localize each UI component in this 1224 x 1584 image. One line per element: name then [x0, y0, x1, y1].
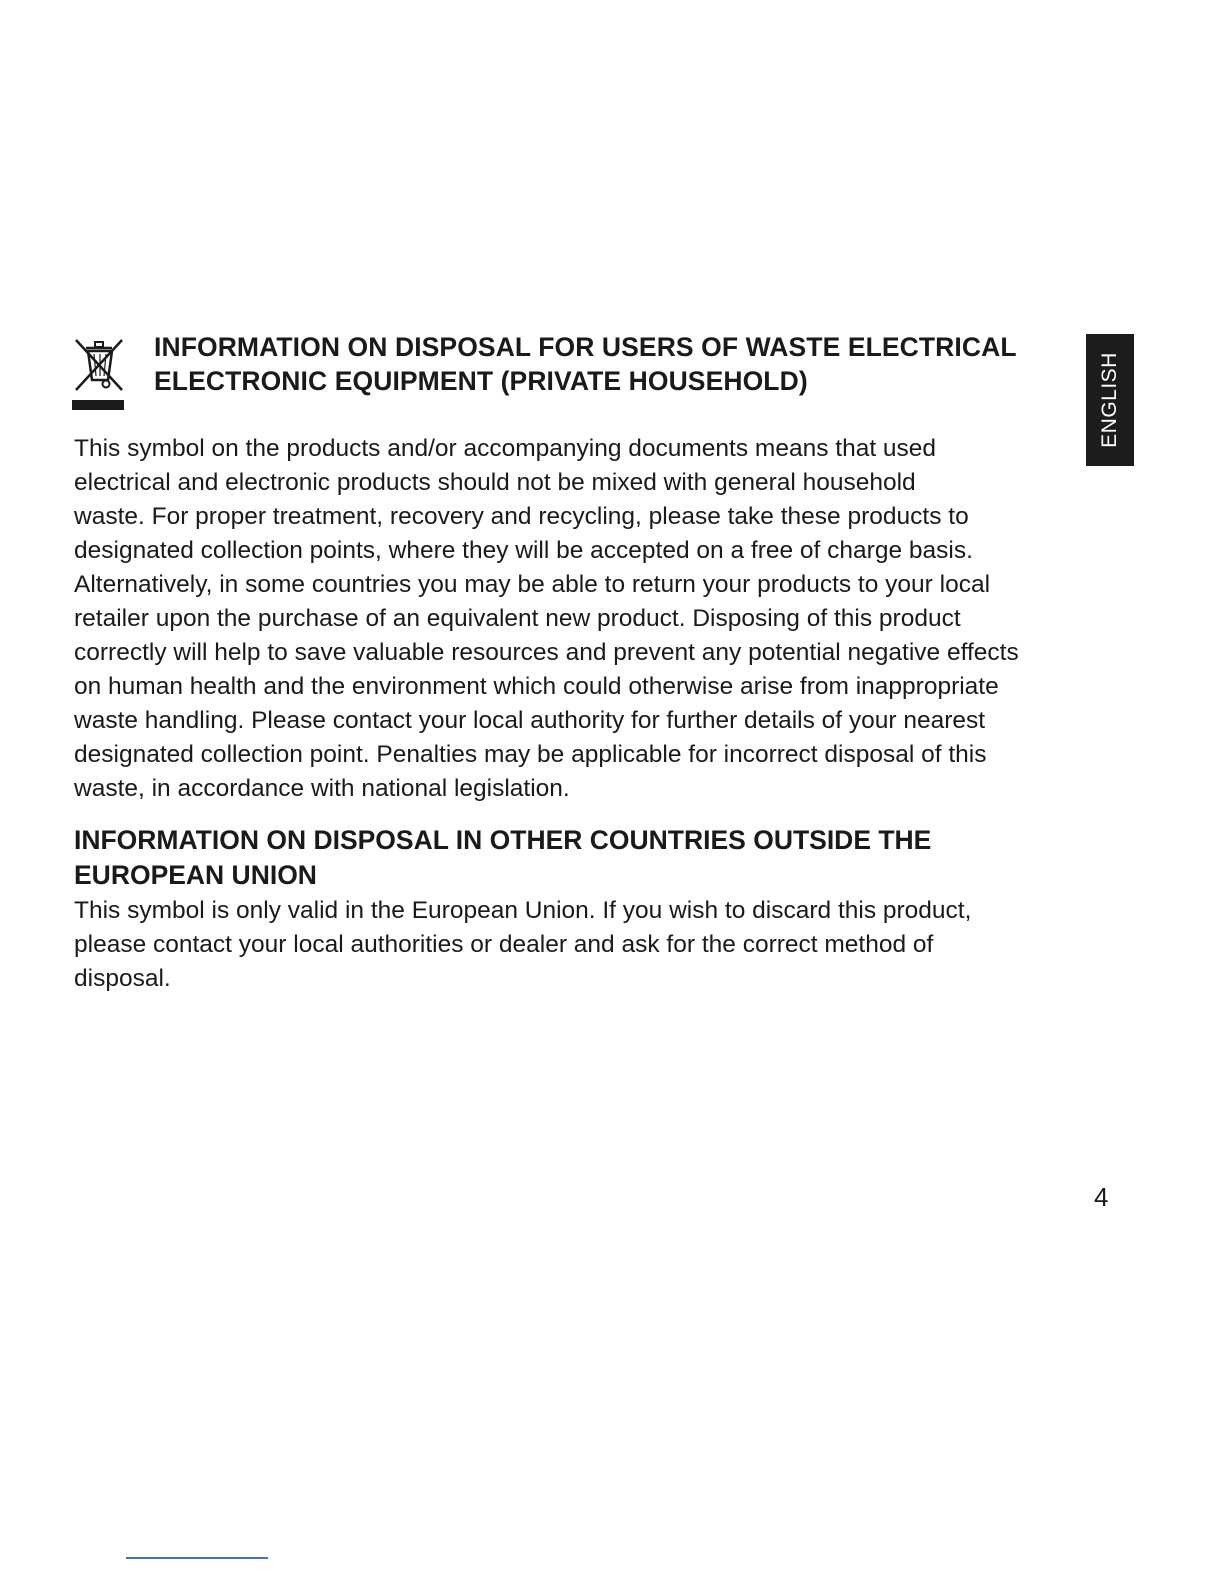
paragraph-line: This symbol is only valid in the European Union. If you wish to discard this product,	[74, 897, 972, 924]
paragraph-line: designated collection point. Penalties may be applicable for incorrect disposal of this	[74, 741, 987, 768]
paragraph-line: correctly will help to save valuable resources and prevent any potential negative effects	[74, 639, 1019, 666]
paragraph-line: waste, in accordance with national legislation.	[74, 775, 570, 802]
paragraph-line: waste. For proper treatment, recovery and recycling, please take these products to	[74, 503, 969, 530]
other-countries-heading	[74, 823, 1074, 893]
other-countries-heading-line: INFORMATION ON DISPOSAL IN OTHER COUNTRIES OUTSIDE THE	[74, 825, 932, 855]
paragraph-line: retailer upon the purchase of an equivalent new product. Disposing of this product	[74, 605, 961, 632]
paragraph-line: electrical and electronic products should not be mixed with general household	[74, 469, 916, 496]
paragraph-line: Alternatively, in some countries you may be able to return your products to your local	[74, 571, 991, 598]
paragraph-line: on human health and the environment which could otherwise arise from inappropriate	[74, 673, 999, 700]
disposal-heading-line: ELECTRONIC EQUIPMENT (PRIVATE HOUSEHOLD)	[154, 366, 808, 396]
other-countries-paragraph	[74, 894, 1144, 996]
eu-disposal-paragraph	[74, 432, 1144, 806]
paragraph-line: please contact your local authorities or dealer and ask for the correct method of	[74, 931, 934, 958]
language-tab-label: ENGLISH	[1098, 352, 1121, 448]
paragraph-line: waste handling. Please contact your local authority for further details of your nearest	[74, 707, 986, 734]
page-number: 4	[1094, 1182, 1109, 1212]
other-countries-heading-line: EUROPEAN UNION	[74, 860, 317, 890]
footnote-divider	[126, 1557, 268, 1559]
paragraph-line: designated collection points, where they will be accepted on a free of charge basis.	[74, 537, 973, 564]
paragraph-line: This symbol on the products and/or accompanying documents means that used	[74, 435, 937, 462]
paragraph-line: disposal.	[74, 965, 171, 992]
disposal-heading	[154, 330, 1084, 398]
crossed-out-wheelie-bin-icon	[68, 332, 130, 412]
disposal-heading-line: INFORMATION ON DISPOSAL FOR USERS OF WASTE ELECTRICAL	[154, 332, 1017, 362]
